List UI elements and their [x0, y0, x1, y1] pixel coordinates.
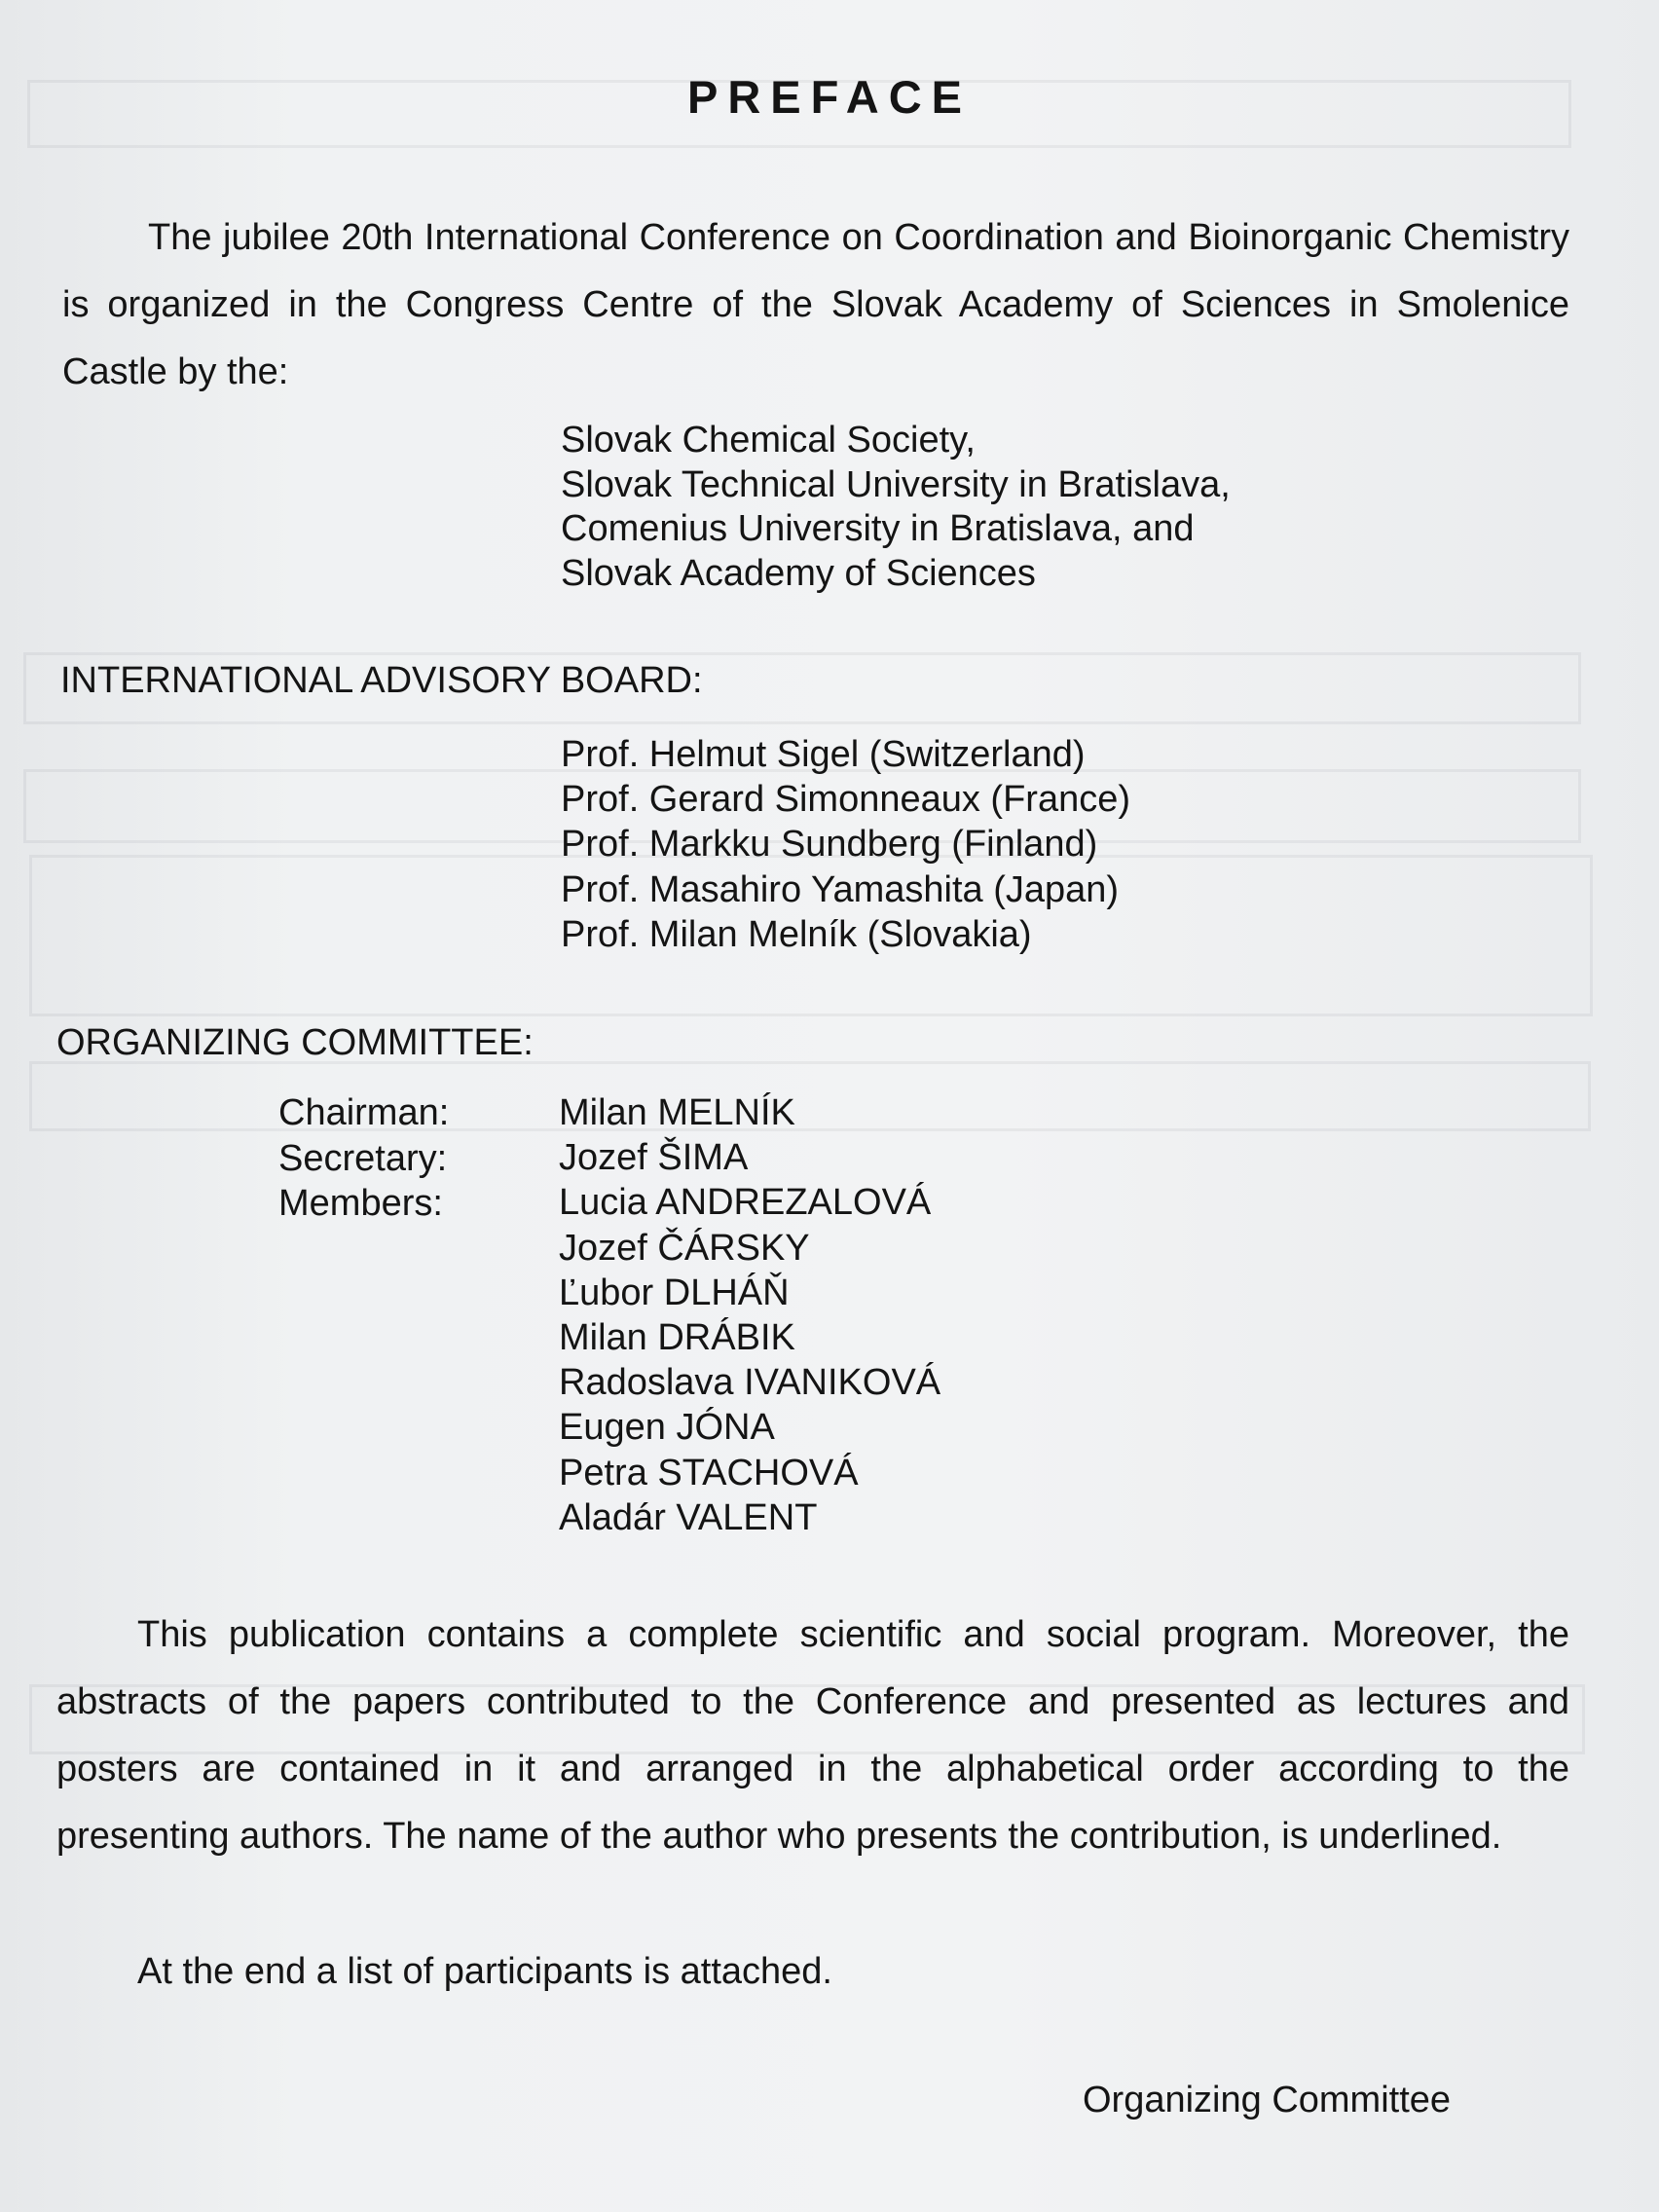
- participants-paragraph: [56, 1938, 1569, 2006]
- committee-name: Radoslava IVANIKOVÁ: [559, 1362, 941, 1404]
- committee-roles: [278, 1090, 449, 1227]
- committee-name: Ľubor DLHÁŇ: [559, 1272, 790, 1313]
- organizer-item: Slovak Academy of Sciences: [561, 552, 1036, 594]
- organizing-committee-heading: ORGANIZING COMMITTEE:: [56, 1022, 534, 1063]
- page-title: PREFACE: [687, 71, 972, 123]
- organizer-item: Slovak Technical University in Bratislava,: [561, 463, 1231, 505]
- committee-names: [559, 1090, 940, 1540]
- committee-name: Jozef ČÁRSKY: [559, 1227, 810, 1269]
- organizer-item: Comenius University in Bratislava, and: [561, 508, 1195, 549]
- publication-paragraph: [56, 1602, 1569, 1870]
- committee-name: Aladár VALENT: [559, 1496, 818, 1538]
- board-member: Prof. Milan Melník (Slovakia): [561, 913, 1032, 955]
- board-member: Prof. Markku Sundberg (Finland): [561, 824, 1098, 866]
- advisory-board-heading: INTERNATIONAL ADVISORY BOARD:: [60, 660, 703, 701]
- committee-role: Members:: [278, 1183, 443, 1224]
- committee-name: Milan MELNÍK: [559, 1092, 795, 1133]
- signature: Organizing Committee: [1083, 2080, 1452, 2120]
- board-member: Prof. Helmut Sigel (Switzerland): [561, 734, 1086, 775]
- committee-role: Chairman:: [278, 1092, 450, 1133]
- advisory-board-list: [561, 732, 1130, 957]
- participants-text: At the end a list of participants is attached.: [137, 1951, 832, 1992]
- organizer-item: Slovak Chemical Society,: [561, 420, 976, 461]
- publication-text: This publication contains a complete scientific and social program. Moreover, the abstracts of the papers contributed to the Conference and presented as lectures and posters are contained in it and arranged in the alphabetical order according to the presenting authors. The name of the author who presents the contribution, is underlined.: [56, 1614, 1569, 1857]
- intro-text: The jubilee 20th International Conference on Coordination and Bioinorganic Chemistry is organized in the Congress Centre of the Slovak Academy of Sciences in Smolenice Castle by the:: [62, 217, 1569, 392]
- committee-name: Lucia ANDREZALOVÁ: [559, 1182, 932, 1224]
- intro-paragraph: [62, 204, 1569, 406]
- board-member: Prof. Masahiro Yamashita (Japan): [561, 868, 1120, 910]
- committee-name: Eugen JÓNA: [559, 1407, 775, 1449]
- committee-name: Jozef ŠIMA: [559, 1137, 749, 1179]
- board-member: Prof. Gerard Simonneaux (France): [561, 779, 1131, 821]
- committee-name: Petra STACHOVÁ: [559, 1452, 859, 1493]
- organizers-list: [561, 419, 1231, 596]
- committee-role: Secretary:: [278, 1137, 448, 1179]
- committee-name: Milan DRÁBIK: [559, 1317, 795, 1359]
